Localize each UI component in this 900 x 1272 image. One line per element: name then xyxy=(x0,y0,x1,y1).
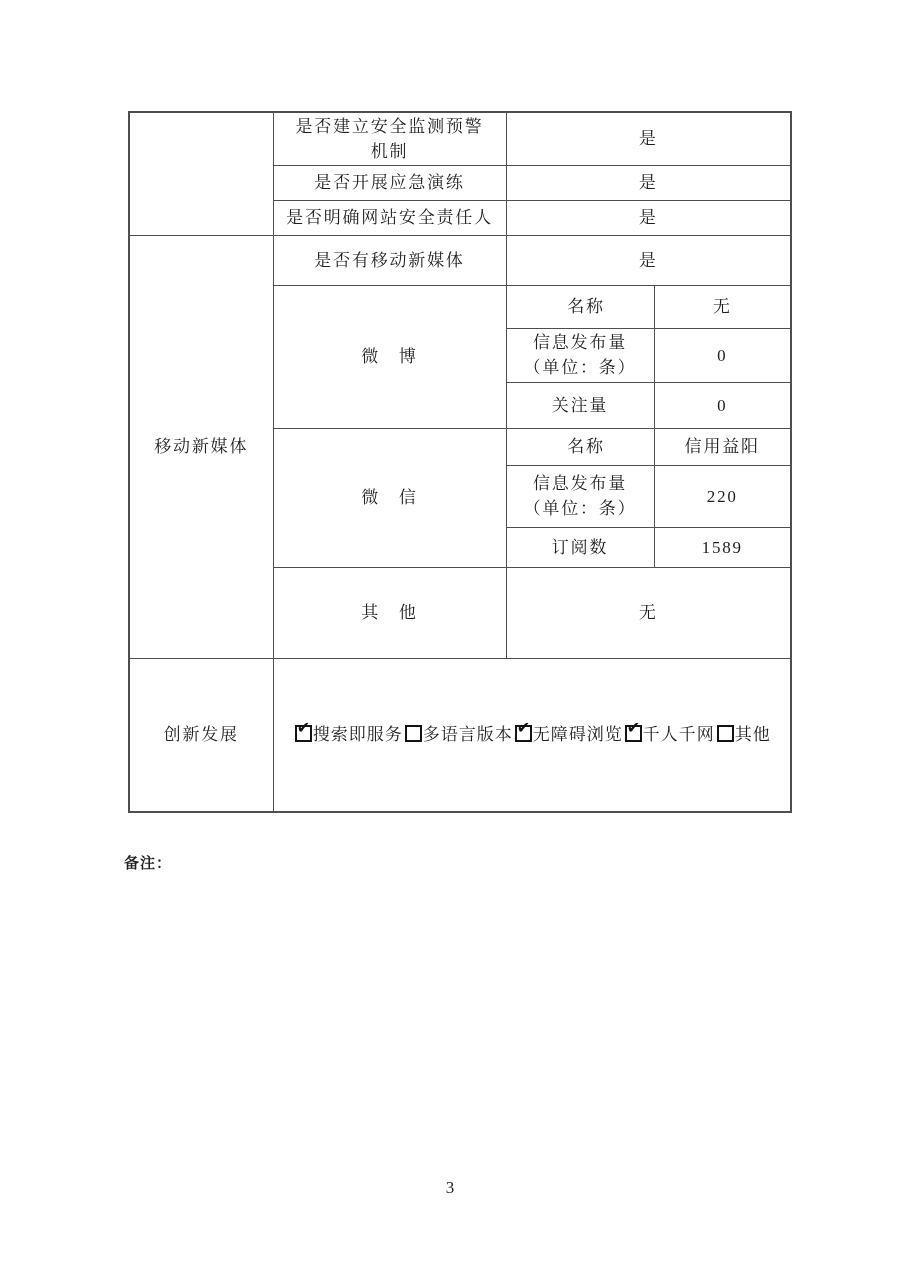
checkbox-label: 无障碍浏览 xyxy=(532,725,623,745)
checkmark-icon: ✔ xyxy=(296,718,311,738)
other-media-label: 其 他 xyxy=(273,567,506,658)
security-monitor-label xyxy=(273,112,506,165)
security-monitor-label-line1: 是否建立安全监测预警 xyxy=(295,116,484,136)
weibo-followers-label: 关注量 xyxy=(506,382,654,428)
report-table xyxy=(128,111,792,813)
wechat-posts-label-line2: （单位：条） xyxy=(523,499,637,518)
checkbox-icon xyxy=(625,718,642,742)
has-mobile-media-label: 是否有移动新媒体 xyxy=(273,235,506,285)
emergency-drill-value: 是 xyxy=(506,165,791,200)
wechat-posts-label xyxy=(506,465,654,527)
other-media-value: 无 xyxy=(506,567,791,658)
wechat-name-label: 名称 xyxy=(506,428,654,465)
checkbox-icon xyxy=(515,718,532,742)
wechat-group-label: 微 信 xyxy=(273,428,506,567)
innovation-section-label: 创新发展 xyxy=(129,658,273,812)
checkbox-icon xyxy=(295,718,312,742)
security-monitor-value: 是 xyxy=(506,112,791,165)
checkbox-label: 多语言版本 xyxy=(422,725,513,745)
weibo-posts-value: 0 xyxy=(654,328,791,382)
weibo-followers-value: 0 xyxy=(654,382,791,428)
wechat-subscribers-value: 1589 xyxy=(654,527,791,567)
security-officer-value: 是 xyxy=(506,200,791,235)
weibo-group-label: 微 博 xyxy=(273,285,506,428)
checkbox-label: 搜索即服务 xyxy=(312,725,403,745)
checkbox-icon xyxy=(405,725,422,742)
weibo-name-label: 名称 xyxy=(506,285,654,328)
security-officer-label: 是否明确网站安全责任人 xyxy=(273,200,506,235)
emergency-drill-label: 是否开展应急演练 xyxy=(273,165,506,200)
checkbox-label: 千人千网 xyxy=(642,725,715,745)
checkbox-icon xyxy=(717,725,734,742)
page-number: 3 xyxy=(445,1178,455,1197)
weibo-name-value: 无 xyxy=(654,285,791,328)
wechat-subscribers-label: 订阅数 xyxy=(506,527,654,567)
mobile-media-section-label: 移动新媒体 xyxy=(129,235,273,658)
checkbox-label: 其他 xyxy=(734,725,771,745)
weibo-posts-label xyxy=(506,328,654,382)
checkmark-icon: ✔ xyxy=(516,718,531,738)
wechat-name-value: 信用益阳 xyxy=(654,428,791,465)
wechat-posts-label-line1: 信息发布量 xyxy=(533,474,627,493)
remarks-label: 备注： xyxy=(124,856,173,872)
innovation-options xyxy=(273,658,791,812)
checkmark-icon: ✔ xyxy=(626,718,641,738)
has-mobile-media-value: 是 xyxy=(506,235,791,285)
weibo-posts-label-line1: 信息发布量 xyxy=(533,333,627,352)
wechat-posts-value: 220 xyxy=(654,465,791,527)
security-monitor-label-line2: 机制 xyxy=(370,141,409,161)
weibo-posts-label-line2: （单位：条） xyxy=(523,358,637,377)
empty-continuation-cell xyxy=(129,112,273,235)
